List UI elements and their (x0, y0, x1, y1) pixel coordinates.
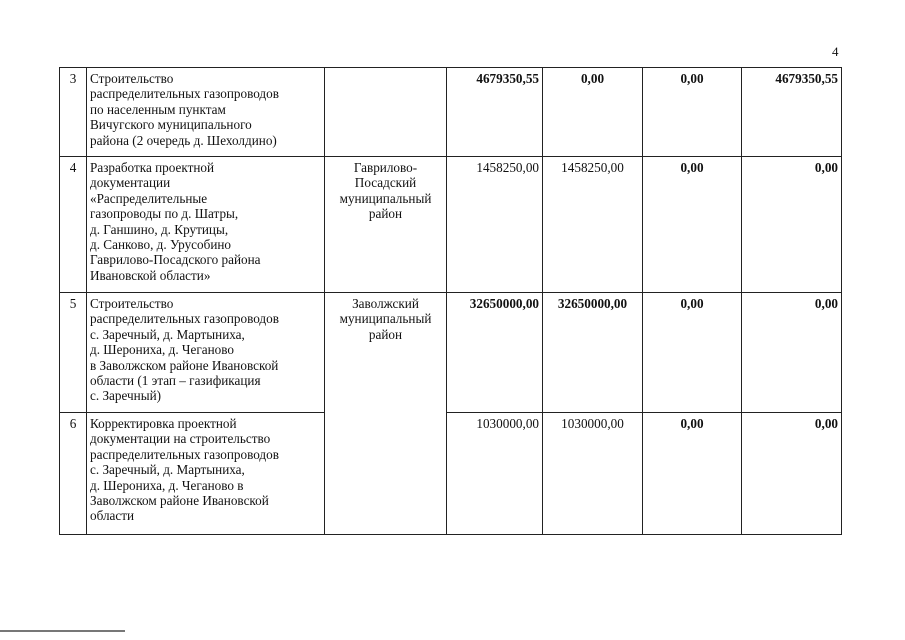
district-line: район (368, 206, 403, 222)
row-number: 5 (60, 293, 87, 413)
project-name-line: распределительных газопроводов (90, 86, 279, 102)
district-cell (325, 157, 447, 293)
project-name-line: с. Заречный, д. Мартыниха, (90, 462, 245, 478)
district-line: Гаврилово- (353, 160, 418, 175)
amount-col2: 0,00 (543, 68, 643, 157)
district-line: район (368, 326, 403, 342)
project-name-line: Разработка проектной (90, 160, 215, 175)
project-name-line: «Распределительные (90, 190, 208, 206)
project-name-line: Строительство (90, 71, 174, 86)
project-name-line: области (1 этап – газификация (90, 373, 261, 389)
project-name-line: Ивановской области» (90, 267, 211, 283)
amount-col3: 0,00 (643, 157, 742, 293)
project-name (87, 293, 325, 413)
row-number: 6 (60, 413, 87, 535)
project-name (87, 157, 325, 293)
row-number: 3 (60, 68, 87, 157)
table-row (60, 68, 842, 157)
project-name-line: района (2 очередь д. Шехолдино) (90, 132, 277, 148)
project-name-line: д. Санково, д. Урусобино (90, 237, 232, 253)
district-cell (325, 293, 447, 535)
table-row (60, 413, 842, 535)
project-name (87, 413, 325, 535)
project-name-line: области (90, 508, 135, 524)
table-row (60, 293, 842, 413)
project-name-line: с. Заречный) (90, 388, 162, 404)
district-line: Заволжский (352, 296, 419, 311)
table-row (60, 157, 842, 293)
amount-col4: 0,00 (742, 413, 842, 535)
project-name (87, 68, 325, 157)
project-name-line: Заволжском районе Ивановской (90, 493, 269, 509)
scan-artifact-line (0, 630, 125, 632)
project-name-line: газопроводы по д. Шатры, (90, 206, 239, 222)
project-name-line: д. Ганшино, д. Крутицы, (90, 221, 229, 237)
project-name-line: Корректировка проектной (90, 416, 237, 431)
amount-col2: 1030000,00 (543, 413, 643, 535)
amount-col2: 1458250,00 (543, 157, 643, 293)
amount-total: 4679350,55 (447, 68, 543, 157)
amount-total: 1030000,00 (447, 413, 543, 535)
project-name-line: д. Шерониха, д. Чеганово в (90, 477, 244, 493)
project-name-line: распределительных газопроводов (90, 311, 279, 327)
project-name-line: Строительство (90, 296, 174, 311)
project-name-line: распределительных газопроводов (90, 446, 279, 462)
amount-col3: 0,00 (643, 68, 742, 157)
amount-col4: 0,00 (742, 157, 842, 293)
amount-col2: 32650000,00 (543, 293, 643, 413)
project-name-line: по населенным пунктам (90, 101, 226, 117)
project-name-line: с. Заречный, д. Мартыниха, (90, 326, 245, 342)
project-name-line: Вичугского муниципального (90, 117, 252, 133)
amount-col4: 0,00 (742, 293, 842, 413)
amount-col3: 0,00 (643, 293, 742, 413)
row-number: 4 (60, 157, 87, 293)
amount-col4: 4679350,55 (742, 68, 842, 157)
project-name-line: документации (90, 175, 171, 191)
amount-total: 1458250,00 (447, 157, 543, 293)
amount-total: 32650000,00 (447, 293, 543, 413)
page-number: 4 (832, 44, 839, 59)
project-name-line: документации на строительство (90, 431, 271, 447)
district-line: муниципальный (339, 190, 432, 206)
district-cell (325, 68, 447, 157)
district-line: Посадский (354, 175, 417, 191)
project-name-line: д. Шерониха, д. Чеганово (90, 342, 234, 358)
amount-col3: 0,00 (643, 413, 742, 535)
budget-table (59, 67, 842, 535)
district-line: муниципальный (339, 311, 432, 327)
project-name-line: Гаврилово-Посадского района (90, 252, 261, 268)
project-name-line: в Заволжском районе Ивановской (90, 357, 279, 373)
